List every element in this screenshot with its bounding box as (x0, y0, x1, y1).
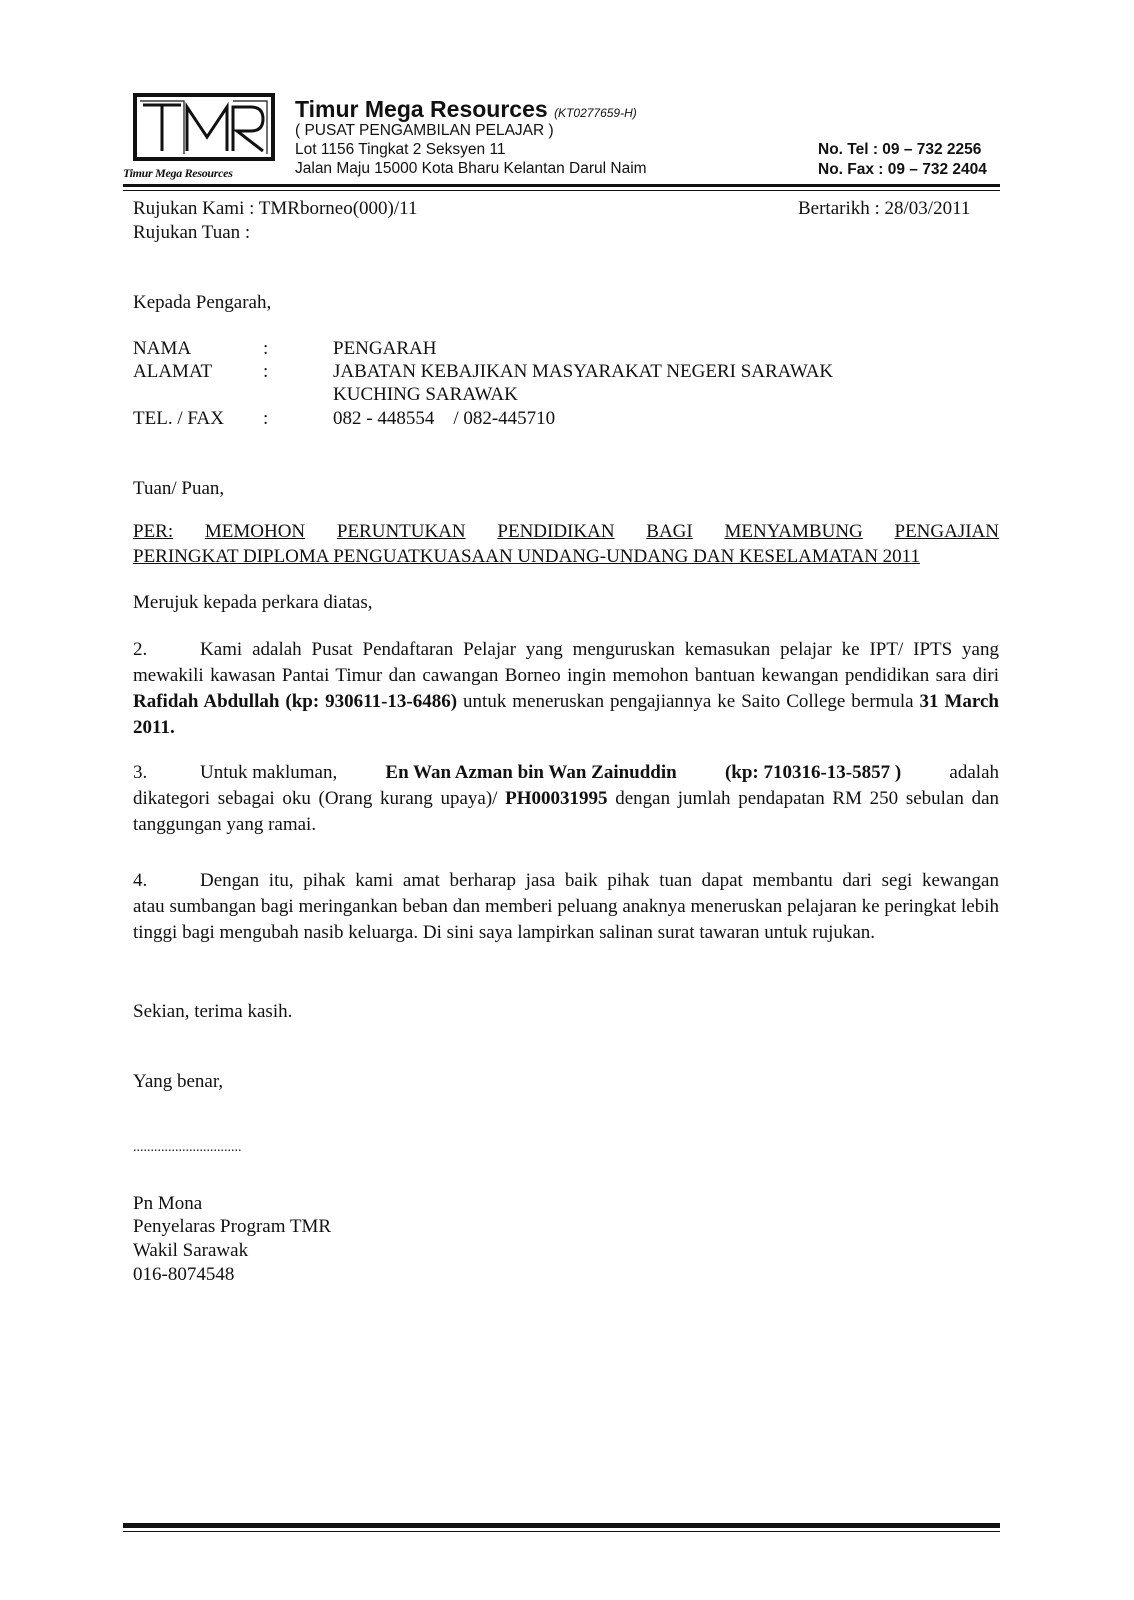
footer-divider (123, 1523, 1000, 1528)
subject-line-2: PERINGKAT DIPLOMA PENGUATKUASAAN UNDANG-UNDANG DAN KESELAMATAN 2011 (133, 546, 920, 567)
para-3-number: 3. (133, 762, 148, 783)
header-divider (123, 184, 1000, 187)
para-3-body: dikategori sebagai oku (Orang kurang upaya)/ PH00031995 dengan jumlah pendapatan RM 250 sebulan dan tanggungan yang ramai. (133, 788, 999, 835)
tel-fax-label: TEL. / FAX (133, 408, 224, 429)
para-2-body: mewakili kawasan Pantai Timur dan cawangan Borneo ingin memohon bantuan kewangan pendidikan sara diri Rafidah Abdullah (kp: 930611-13-6486) untuk meneruskan pengajiannya ke Saito College bermula 31 March 2011. (133, 665, 999, 738)
company-logo (133, 93, 275, 161)
recipient-address-line-1: JABATAN KEBAJIKAN MASYARAKAT NEGERI SARAWAK (333, 361, 834, 382)
recipient-intro: Kepada Pengarah, (133, 292, 272, 313)
footer-divider-thin (123, 1531, 1000, 1532)
fax-number: No. Fax : 09 – 732 2404 (818, 161, 987, 178)
para-2-first-line: Kami adalah Pusat Pendaftaran Pelajar yang menguruskan kemasukan pelajar ke IPT/ IPTS yang (200, 639, 999, 660)
signatory-title: Penyelaras Program TMR (133, 1216, 332, 1237)
letter-date: Bertarikh : 28/03/2011 (798, 198, 971, 219)
sign-off: Yang benar, (133, 1071, 224, 1092)
header-divider-thin (123, 190, 1000, 191)
company-name: Timur Mega Resources (KT0277659-H) (295, 96, 637, 122)
opening-line: Merujuk kepada perkara diatas, (133, 592, 373, 613)
paragraph-4 (133, 868, 999, 946)
logo-tagline: Timur Mega Resources (123, 166, 233, 180)
closing-line: Sekian, terima kasih. (133, 1001, 293, 1022)
address-line-1: Lot 1156 Tingkat 2 Seksyen 11 (295, 141, 506, 158)
name-value: PENGARAH (333, 338, 437, 359)
signatory-region: Wakil Sarawak (133, 1240, 249, 1261)
tmr-logo-mark (137, 97, 271, 157)
name-colon: : (263, 338, 269, 359)
company-subtitle: ( PUSAT PENGAMBILAN PELAJAR ) (295, 122, 554, 139)
salutation: Tuan/ Puan, (133, 478, 225, 499)
subject-line-1: PER: MEMOHON PERUNTUKAN PENDIDIKAN BAGI MENYAMBUNG PENGAJIAN (133, 521, 999, 542)
address-line-2: Jalan Maju 15000 Kota Bharu Kelantan Darul Naim (295, 160, 647, 177)
signatory-phone: 016-8074548 (133, 1264, 235, 1285)
para-4-first-line: Dengan itu, pihak kami amat berharap jasa baik pihak tuan dapat membantu dari segi kewangan (200, 870, 999, 891)
paragraph-2 (133, 637, 999, 741)
tel-fax-colon: : (263, 408, 269, 429)
signatory-name: Pn Mona (133, 1193, 203, 1214)
para-3-first-line: Untuk makluman, En Wan Azman bin Wan Zainuddin (kp: 710316-13-5857 ) adalah (200, 762, 999, 783)
signature-line: ............................... (133, 1140, 242, 1155)
para-2-number: 2. (133, 639, 148, 660)
our-reference: Rujukan Kami : TMRborneo(000)/11 (133, 198, 418, 219)
company-registration: (KT0277659-H) (554, 106, 637, 120)
name-label: NAMA (133, 338, 192, 359)
para-4-number: 4. (133, 870, 148, 891)
address-label: ALAMAT (133, 361, 213, 382)
recipient-address-line-2: KUCHING SARAWAK (333, 384, 518, 405)
paragraph-3 (133, 760, 999, 838)
your-reference: Rujukan Tuan : (133, 222, 251, 243)
para-4-body: atau sumbangan bagi meringankan beban dan memberi peluang anaknya meneruskan pelajaran ke peringkat lebih tinggi bagi mengubah nasib keluarga. Di sini saya lampirkan salinan surat tawaran untuk rujukan. (133, 896, 999, 943)
tel-number: No. Tel : 09 – 732 2256 (818, 141, 982, 158)
address-colon: : (263, 361, 269, 382)
tel-fax-value: 082 - 448554 / 082-445710 (333, 408, 556, 429)
